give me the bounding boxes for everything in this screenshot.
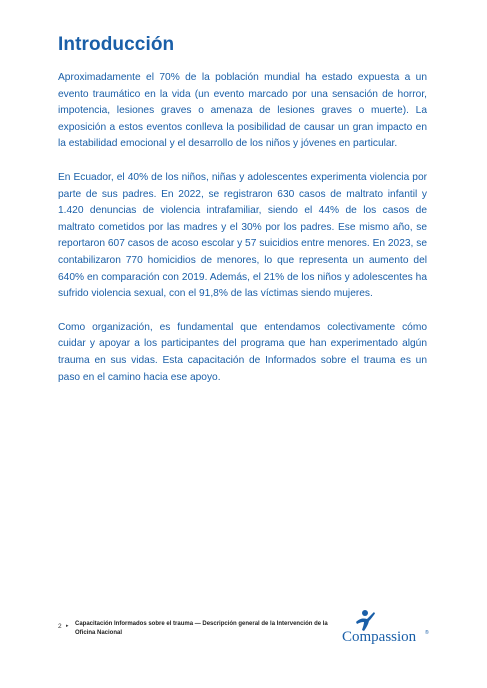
page-footer [58,617,430,643]
page-number: 2 [58,623,62,630]
logo-wordmark: Compassion [342,629,417,645]
footer-marker-icon: ▸ [66,623,69,629]
paragraph-intro: Aproximadamente el 70% de la población mundial ha estado expuesta a un evento traumático en la vida (un evento marcado por una sensación de horror, impotencia, lesiones graves o amenaza de lesiones graves o muerte). La exposición a estos eventos conlleva la posibilidad de causar un gran impacto en la estabilidad emocional y el desarrollo de los niños y jóvenes en particular. [58,72,427,150]
paragraph-organization: Como organización, es fundamental que entendamos colectivamente cómo cuidar y apoyar a los participantes del programa que han experimentado algún trauma en sus vidas. Esta capacitación de Informados sobre el trauma es un paso en el camino hacia ese apoyo. [58,321,427,383]
logo-figure [356,610,375,631]
compassion-figure-logo-icon [341,608,433,646]
document-body [58,70,427,403]
paragraph-ecuador-statistics: En Ecuador, el 40% de los niños, niñas y adolescentes experimenta violencia por parte de sus padres. En 2022, se registraron 630 casos de maltrato infantil y 1.420 denuncias de violencia intrafamiliar, siendo el 44% de los casos de maltrato cometidos por las madres y el 30% por los padres. Ese mismo año, se reportaron 607 casos de acoso escolar y 57 suicidios entre menores. En 2023, se contabilizaron 770 homicidios de menores, lo que representa un aumento del 640% en comparación con 2019. Además, el 21% de los niños y adolescentes ha sufrido violencia sexual, con el 91,8% de las víctimas siendo mujeres. [58,171,427,300]
page-title: Introducción [58,34,175,55]
footer-document-title: Capacitación Informados sobre el trauma — Descripción general de la Intervención de la Oficina Nacional [75,621,328,636]
logo-registered-mark: ® [425,630,429,636]
